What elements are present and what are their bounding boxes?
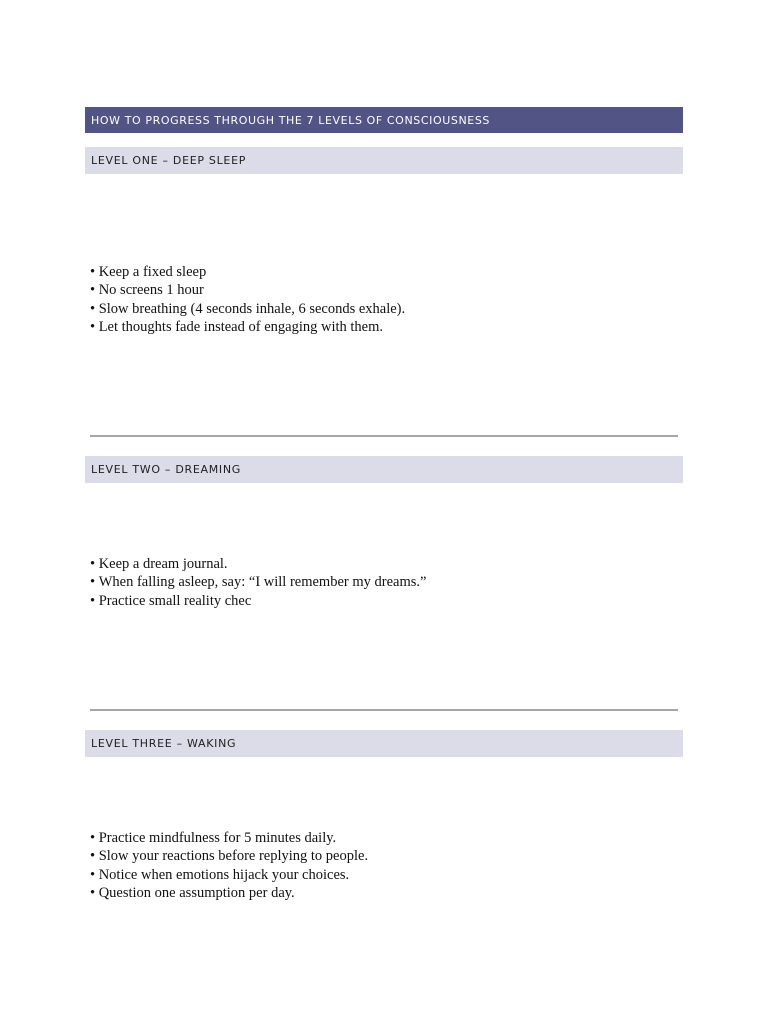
list-item: • Keep a dream journal. (90, 555, 426, 573)
section-heading-level-one (85, 147, 683, 174)
section-heading-text: LEVEL TWO – DREAMING (91, 463, 242, 476)
list-item: • Slow your reactions before replying to people. (90, 847, 368, 865)
list-item: • When falling asleep, say: “I will remember my dreams.” (90, 573, 426, 591)
level-two-list (90, 555, 426, 610)
section-divider (90, 709, 678, 711)
section-divider (90, 435, 678, 437)
document-title: HOW TO PROGRESS THROUGH THE 7 LEVELS OF CONSCIOUSNESS (91, 113, 491, 127)
list-item: • Question one assumption per day. (90, 884, 368, 902)
list-item: • Keep a fixed sleep (90, 263, 405, 281)
section-heading-text: LEVEL ONE – DEEP SLEEP (91, 154, 247, 167)
list-item: • Let thoughts fade instead of engaging with them. (90, 318, 405, 336)
section-heading-level-two (85, 456, 683, 483)
list-item: • Slow breathing (4 seconds inhale, 6 seconds exhale). (90, 300, 405, 318)
section-heading-text: LEVEL THREE – WAKING (91, 737, 237, 750)
level-three-list (90, 829, 368, 902)
level-one-list (90, 263, 405, 336)
list-item: • Notice when emotions hijack your choices. (90, 866, 368, 884)
list-item: • Practice mindfulness for 5 minutes daily. (90, 829, 368, 847)
document-title-bar (85, 107, 683, 133)
list-item: • Practice small reality chec (90, 592, 426, 610)
list-item: • No screens 1 hour (90, 281, 405, 299)
section-heading-level-three (85, 730, 683, 757)
